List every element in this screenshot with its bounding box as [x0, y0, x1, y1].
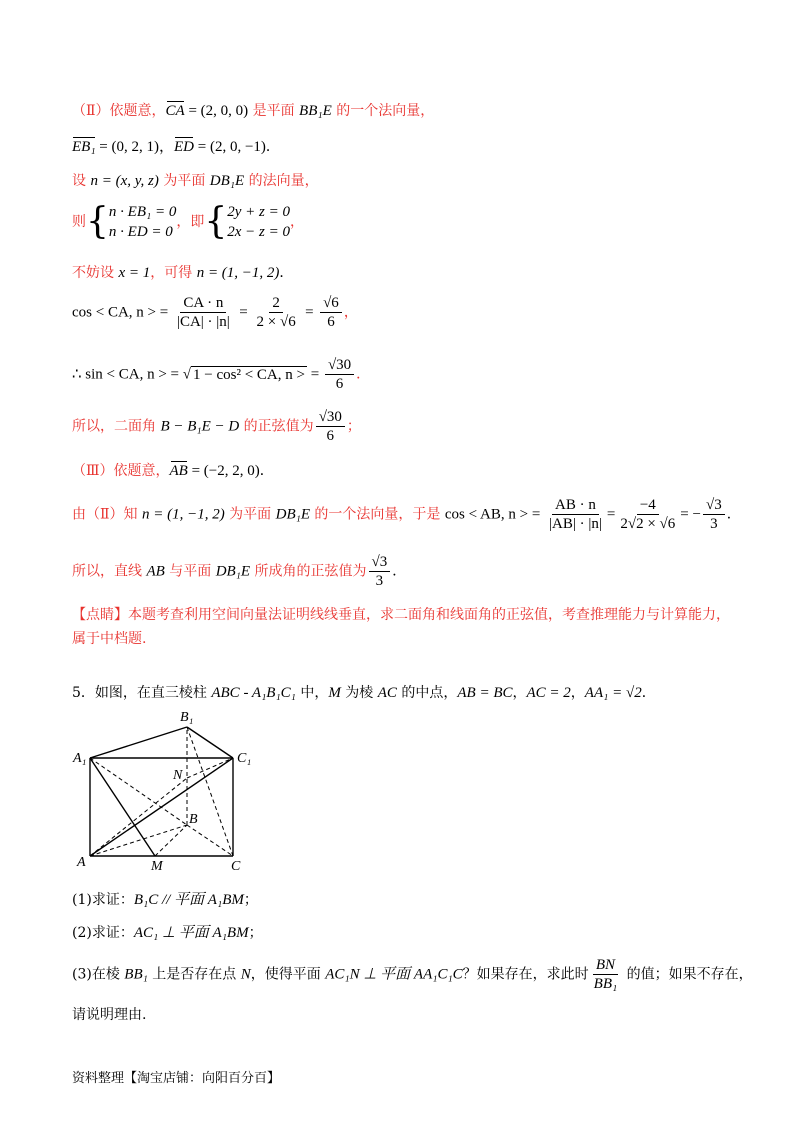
- hidden-n-c1: [187, 758, 233, 778]
- s2-line6: cos < CA, n > = $\frac{CA \cdot n}{|CA| \cdot |n|}$ = $\frac{2}{2 \times √6}$ = $\frac{√6}{6}$ ，: [72, 295, 358, 330]
- s3-line3: 所以，直线 AB 与平面 DB₁E 所成角的正弦值为 $\frac{√3}{3}$ ．: [72, 554, 407, 589]
- s2-line7: ∴ sin < CA, n > = √ 1 − cos² < CA, n > = $\frac{√30}{6}$ ．: [72, 357, 371, 392]
- comment-line2: 属于中档题.: [72, 631, 147, 647]
- edge-a1-b1: [90, 727, 187, 758]
- problem5-statement: 5．如图，在直三棱柱 ABC - A₁B₁C₁ 中，M 为棱 AC 的中点，AB = BC，AC = 2，AA₁ = √2．: [72, 685, 656, 701]
- hidden-b1-c: [187, 727, 233, 856]
- hidden-a-b: [90, 825, 187, 856]
- question-2: (2)求证：AC₁ ⊥ 平面 A₁BM；: [72, 925, 263, 941]
- label-c1: C₁: [237, 751, 252, 766]
- question-1: (1)求证：B₁C // 平面 A₁BM；: [72, 892, 258, 908]
- hidden-b-c: [187, 825, 233, 856]
- s2-line2: EB₁ = (0, 2, 1)，ED = (2, 0, −1)．: [72, 139, 280, 155]
- hidden-a-n: [90, 778, 187, 856]
- s2-line3: 设 n = (x, y, z) 为平面 DB₁E 的法向量，: [72, 173, 319, 189]
- label-a1: A₁: [73, 751, 87, 766]
- edge-b1-c1: [187, 727, 233, 758]
- label-b1: B₁: [180, 710, 194, 725]
- s2-line8: 所以，二面角 B − B₁E − D 的正弦值为 $\frac{√30}{6}$ ；: [72, 409, 361, 444]
- comment-line1: 【点睛】本题考查利用空间向量法证明线线垂直，求二面角和线面角的正弦值，考查推理能力与计算能力，: [72, 607, 730, 623]
- question-3: (3)在棱 BB₁ 上是否存在点 N，使得平面 AC₁N ⊥ 平面 AA₁C₁C？如果存在，求此时 $\frac{BN}{\text{BB₁}}$ 的值；如果不存在，: [72, 957, 753, 992]
- footer-note: 资料整理【淘宝店铺：向阳百分百】: [72, 1071, 281, 1086]
- s3-line2: 由（Ⅱ）知 n = (1, −1, 2) 为平面 DB₁E 的一个法向量，于是 cos < AB, n > = $\frac{AB \cdot n}{|AB| \cdot |n|}$ = $\frac{-4}{2√2 \times √6}$ = − $\frac{√3}{3}$ ．: [72, 497, 741, 532]
- s2-line5: 不妨设 x = 1，可得 n = (1, −1, 2)．: [72, 265, 294, 281]
- label-a: A: [77, 855, 86, 870]
- s3-line1: （Ⅲ）依题意，AB = (−2, 2, 0)．: [72, 463, 274, 479]
- label-b: B: [189, 812, 198, 827]
- label-c: C: [231, 859, 241, 874]
- edge-a1-m: [90, 758, 155, 856]
- label-m: M: [151, 859, 163, 874]
- s2-line4: 则{ n · EB₁ = 0 n · ED = 0 ，即{ 2y + z = 0 2x − z = 0 ，: [72, 201, 304, 242]
- question-3-line2: 请说明理由.: [72, 1007, 147, 1023]
- prism-figure: [70, 708, 260, 876]
- label-n: N: [173, 768, 183, 783]
- s2-line1: （Ⅱ）依题意，CA = (2, 0, 0) 是平面 BB₁E 的一个法向量，: [72, 103, 435, 119]
